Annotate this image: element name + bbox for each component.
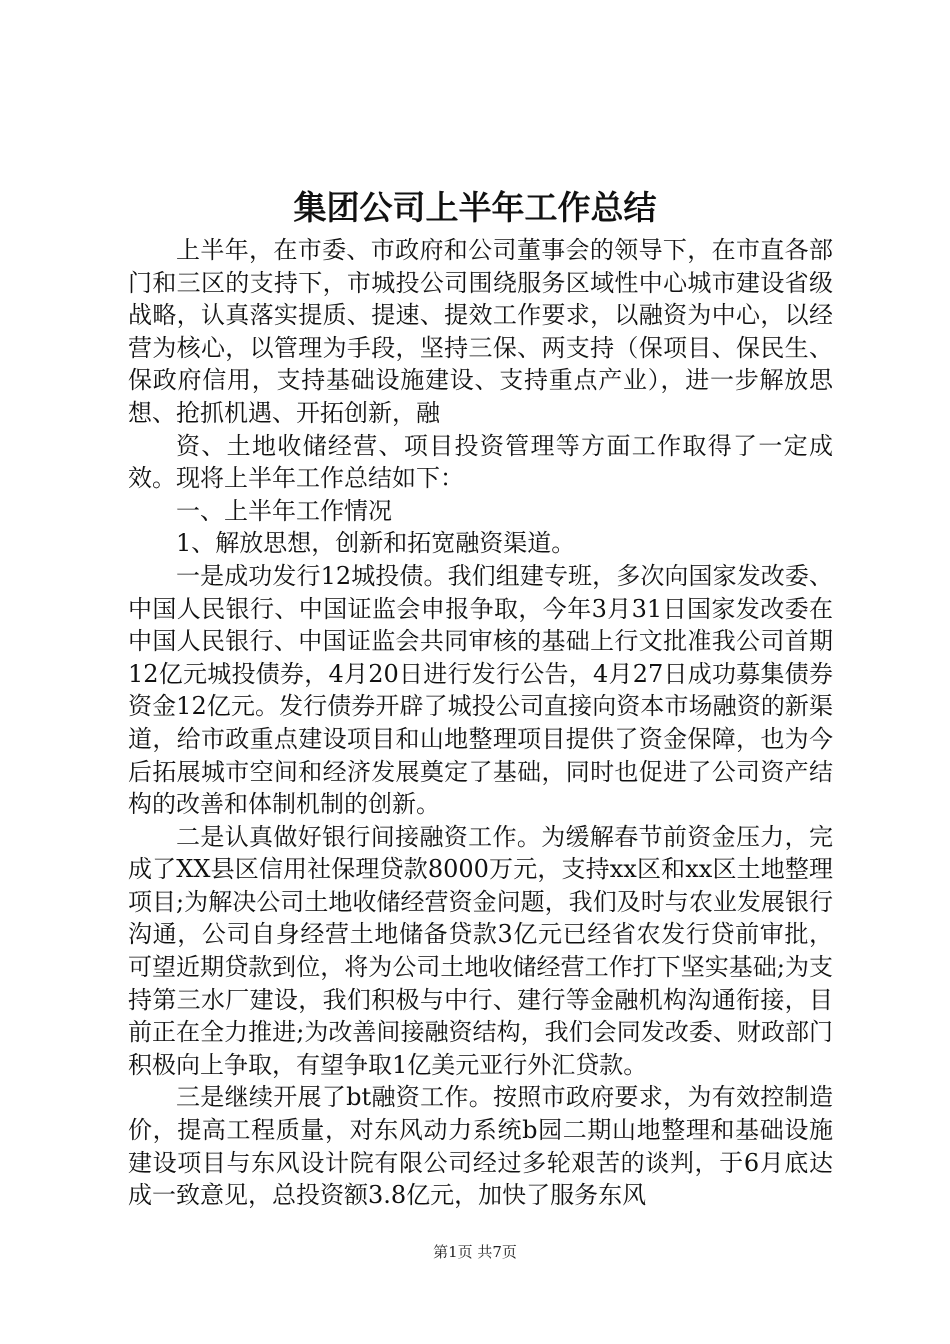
subsection-heading: 1、解放思想，创新和拓宽融资渠道。 [176, 529, 576, 558]
paragraph-intro-continued: 资、土地收储经营、项目投资管理等方面工作取得了一定成效。现将上半年工作总结如下： [128, 431, 833, 493]
paragraph-bond-issuance: 一是成功发行12城投债。我们组建专班，多次向国家发改委、中国人民银行、中国证监会申报争取，今年3月31日国家发改委在中国人民银行、中国证监会共同审核的基础上行文批准我公司首期12亿元城投债券，4月20日进行发行公告，4月27日成功募集债券资金12亿元。发行债券开辟了城投公司直接向资本市场融资的新渠道，给市政重点建设项目和山地整理项目提供了资金保障，也为今后拓展城市空间和经济发展奠定了基础，同时也促进了公司资产结构的改善和体制机制的创新。 [128, 561, 833, 819]
paragraph-intro: 上半年，在市委、市政府和公司董事会的领导下，在市直各部门和三区的支持下，市城投公司围绕服务区域性中心城市建设省级战略，认真落实提质、提速、提效工作要求，以融资为中心，以经营为核心，以管理为手段，坚持三保、两支持（保项目、保民生、保政府信用，支持基础设施建设、支持重点产业），进一步解放思想、抢抓机遇、开拓创新，融 [128, 236, 833, 427]
document-body [128, 234, 833, 1212]
document-title: 集团公司上半年工作总结 [293, 188, 657, 227]
paragraph-bank-financing: 二是认真做好银行间接融资工作。为缓解春节前资金压力，完成了XX县区信用社保理贷款8000万元，支持xx区和xx区土地整理项目;为解决公司土地收储经营资金问题，我们及时与农业发展银行沟通，公司自身经营土地储备贷款3亿元已经省农发行贷前审批，可望近期贷款到位，将为公司土地收储经营工作打下坚实基础;为支持第三水厂建设，我们积极与中行、建行等金融机构沟通衔接，目前正在全力推进;为改善间接融资结构，我们会同发改委、财政部门积极向上争取，有望争取1亿美元亚行外汇贷款。 [128, 822, 833, 1079]
page-number-footer: 第1页 共7页 [433, 1243, 517, 1261]
section-heading: 一、上半年工作情况 [176, 496, 392, 525]
paragraph-bt-financing: 三是继续开展了bt融资工作。按照市政府要求，为有效控制造价，提高工程质量，对东风动力系统b园二期山地整理和基础设施建设项目与东风设计院有限公司经过多轮艰苦的谈判，于6月底达成一致意见，总投资额3.8亿元，加快了服务东风 [128, 1083, 833, 1210]
